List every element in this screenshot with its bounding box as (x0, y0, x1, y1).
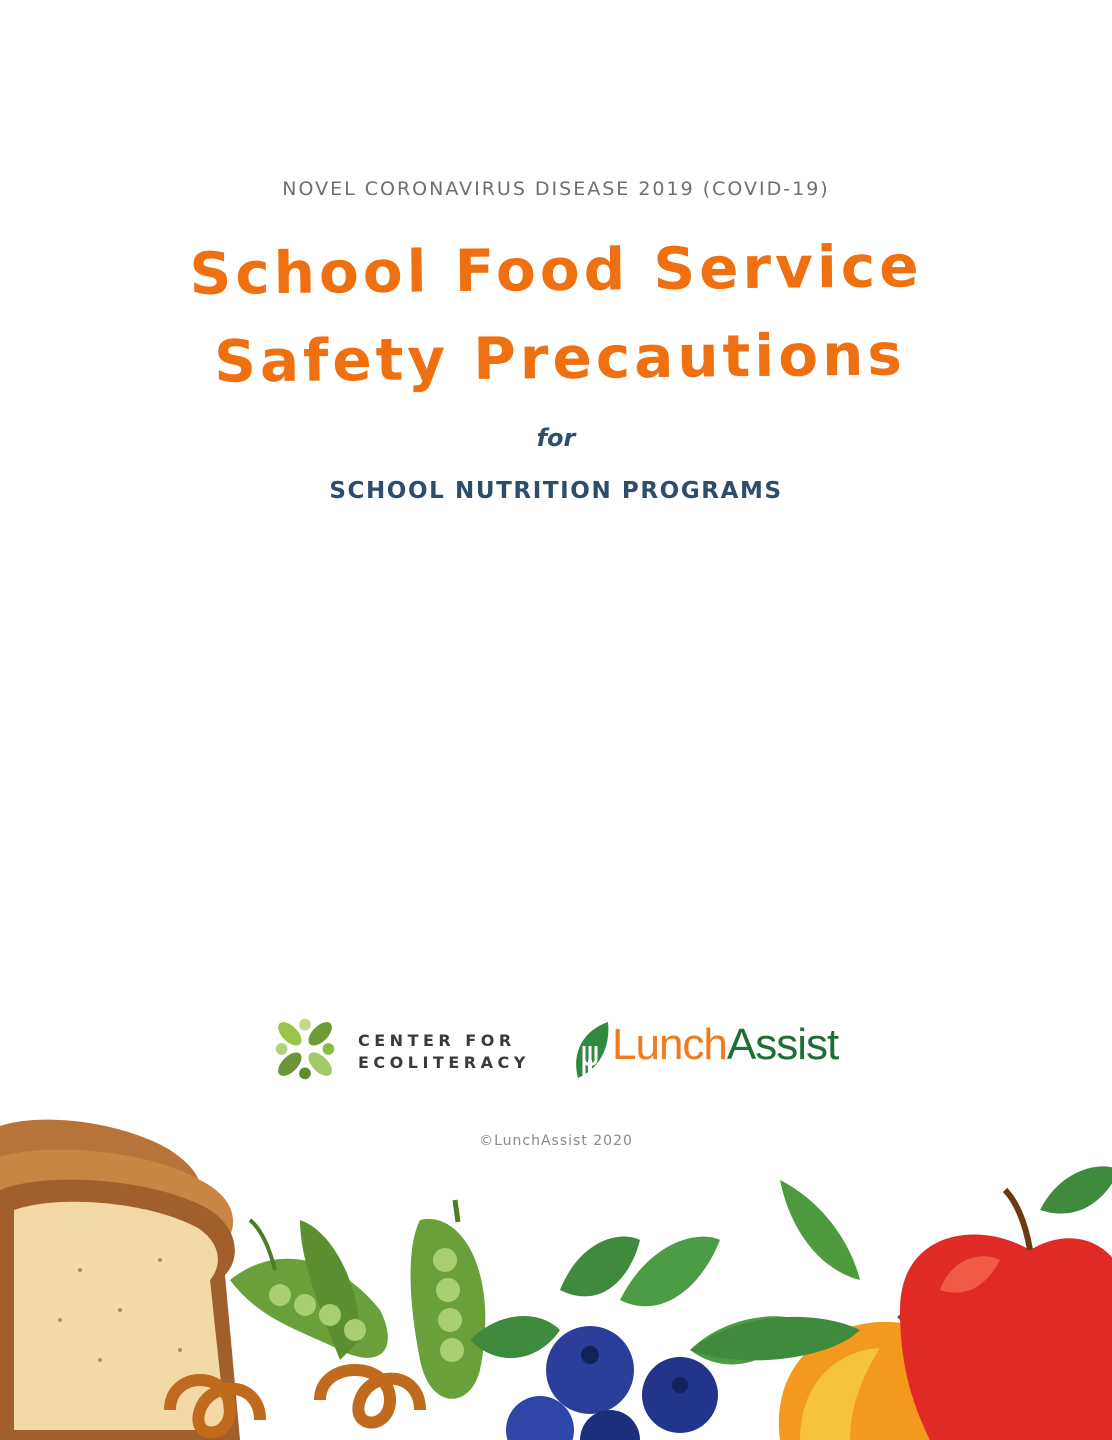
ecoliteracy-line-1: CENTER FOR (358, 1031, 516, 1050)
bread-icon (0, 1120, 240, 1440)
lunchassist-wordmark (612, 1020, 838, 1070)
for-text: for (536, 424, 576, 452)
ecoliteracy-wordmark (358, 1030, 530, 1074)
partner-logos (262, 1008, 862, 1098)
lunchassist-part-2: Assist (726, 1020, 839, 1069)
supertitle: NOVEL CORONAVIRUS DISEASE 2019 (COVID-19) (282, 178, 830, 200)
lunchassist-part-1: Lunch (612, 1020, 727, 1069)
food-illustration (0, 1110, 1112, 1440)
ecoliteracy-logo-icon (266, 1010, 344, 1088)
copyright: ©LunchAssist 2020 (479, 1133, 633, 1149)
title-line-2: Safety Precautions (213, 320, 907, 396)
title-line-1: School Food Service (189, 232, 923, 308)
apple-icon (900, 1166, 1112, 1440)
ecoliteracy-line-2: ECOLITERACY (358, 1053, 530, 1072)
subtitle: SCHOOL NUTRITION PROGRAMS (329, 478, 783, 504)
